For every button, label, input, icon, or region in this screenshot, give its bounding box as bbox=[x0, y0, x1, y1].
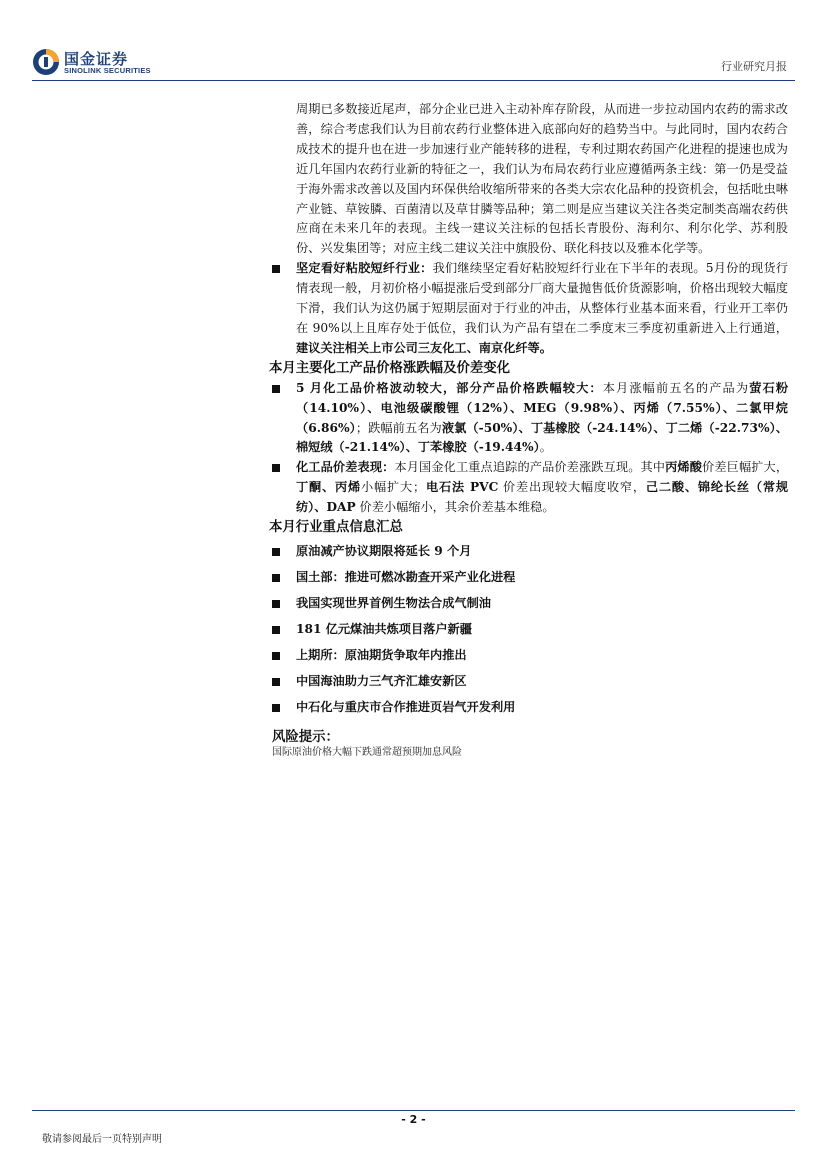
bullet-square-icon bbox=[272, 626, 280, 634]
top-gainers: 萤石粉（14.10%）、电池级碳酸锂（12%）、MEG（9.98%）、丙烯（7.55%）、二氯甲烷（6.86%） bbox=[296, 380, 789, 435]
news-item bbox=[272, 542, 788, 568]
news-item-text: 181 亿元煤油共炼项目落户新疆 bbox=[296, 621, 472, 636]
top-losers: 液氯（-50%）、丁基橡胶（-24.14%）、丁二烯（-22.73%）、棉短绒（-21.14%）、丁苯橡胶（-19.44%） bbox=[296, 420, 788, 455]
bullet-square-icon bbox=[272, 574, 280, 582]
footer-divider bbox=[32, 1110, 795, 1111]
bullet-square-icon bbox=[272, 600, 280, 608]
news-item-text: 上期所：原油期货争取年内推出 bbox=[296, 647, 467, 662]
spread-text-5: 价差小幅缩小，其余价差基本维稳。 bbox=[355, 500, 555, 515]
viscose-lead: 坚定看好粘胶短纤行业： bbox=[296, 261, 433, 276]
header-divider bbox=[32, 80, 795, 81]
spread-text-3: 小幅扩大； bbox=[360, 480, 426, 495]
spread-text-4: 价差出现较大幅度收窄， bbox=[498, 480, 646, 495]
spread-bold-1: 丙烯酸 bbox=[665, 460, 703, 475]
main-content bbox=[269, 100, 789, 760]
page-number: - 2 - bbox=[401, 1113, 426, 1126]
news-section-title: 本月行业重点信息汇总 bbox=[269, 519, 403, 536]
price-change-lead: 5 月化工品价格波动较大，部分产品价格跌幅较大： bbox=[296, 380, 603, 395]
news-item-text: 我国实现世界首例生物法合成气制油 bbox=[296, 595, 491, 610]
spread-lead: 化工品价差表现： bbox=[296, 460, 395, 475]
spread-bold-3: 电石法 PVC bbox=[425, 480, 499, 495]
price-change-text-1: 本月涨幅前五名的产品为 bbox=[602, 380, 750, 395]
spread-text-2: 价差巨幅扩大， bbox=[702, 460, 789, 475]
news-item-text: 中石化与重庆市合作推进页岩气开发利用 bbox=[296, 699, 516, 714]
viscose-bullet bbox=[272, 259, 788, 359]
spread-text-1: 本月国金化工重点追踪的产品价差涨跌互现。其中 bbox=[394, 460, 666, 475]
company-logo bbox=[32, 48, 162, 80]
bullet-square-icon bbox=[272, 265, 280, 273]
price-change-text-2: ；跌幅前五名为 bbox=[355, 420, 442, 435]
news-list bbox=[272, 542, 788, 724]
spread-bullet bbox=[272, 458, 788, 518]
bullet-square-icon bbox=[272, 464, 280, 472]
news-item bbox=[272, 646, 788, 672]
logo-chinese-text: 国金证券 bbox=[64, 50, 129, 68]
disclaimer-text: 敬请参阅最后一页特别声明 bbox=[42, 1134, 162, 1145]
price-section-title: 本月主要化工产品价格涨跌幅及价差变化 bbox=[269, 359, 511, 376]
sinolink-logo-icon bbox=[32, 48, 60, 76]
bullet-square-icon bbox=[272, 548, 280, 556]
news-item bbox=[272, 698, 788, 724]
spread-bold-2: 丁酮、丙烯 bbox=[296, 480, 361, 495]
report-type-label: 行业研究月报 bbox=[721, 60, 787, 73]
risk-title: 风险提示： bbox=[272, 728, 339, 745]
spread-bold-4: 己二酸、锦纶长丝（常规纺）、DAP bbox=[296, 480, 789, 515]
risk-text: 国际原油价格大幅下跌通常超预期加息风险 bbox=[272, 746, 462, 758]
logo-english-text: SINOLINK SECURITIES bbox=[64, 66, 151, 75]
viscose-text: 我们继续坚定看好粘胶短纤行业在下半年的表现。5月份的现货行情表现一般，月初价格小幅提涨后受到部分厂商大量抛售低价货源影响，价格出现较大幅度下滑，我们认为这仍属于短期层面对于行业的冲击，从整体行业基本面来看，行业开工率仍在 90%以上且库存处于低位，我们认为产品有望在二季度末三季度初重新进入上行通道， bbox=[296, 261, 789, 335]
viscose-recommendation: 建议关注相关上市公司三友化工、南京化纤等。 bbox=[296, 340, 552, 355]
bullet-square-icon bbox=[272, 704, 280, 712]
news-item-text: 原油减产协议期限将延长 9 个月 bbox=[296, 543, 472, 558]
news-item bbox=[272, 620, 788, 646]
news-item-text: 中国海油助力三气齐汇雄安新区 bbox=[296, 673, 467, 688]
bullet-square-icon bbox=[272, 652, 280, 660]
news-item bbox=[272, 594, 788, 620]
price-change-bullet bbox=[272, 379, 788, 459]
bullet-square-icon bbox=[272, 678, 280, 686]
news-item-text: 国土部：推进可燃冰勘查开采产业化进程 bbox=[296, 569, 516, 584]
bullet-square-icon bbox=[272, 385, 280, 393]
news-item bbox=[272, 672, 788, 698]
price-change-text-3: 。 bbox=[539, 440, 552, 455]
agrochemical-paragraph: 周期已多数接近尾声，部分企业已进入主动补库存阶段，从而进一步拉动国内农药的需求改善，综合考虑我们认为目前农药行业整体进入底部向好的趋势当中。与此同时，国内农药合成技术的提升也在进一步加速行业产能转移的进程，专利过期农药国产化进程的提速也成为近几年国内农药行业新的特征之一，我们认为布局农药行业应遵循两条主线：第一仍是受益于海外需求改善以及国内环保供给收缩所带来的各类大宗农化品种的投资机会，包括吡虫啉产业链、草铵膦、百菌清以及草甘膦等品种；第二则是应当建议关注各类定制类高端农药供应商在未来几年的表现。主线一建议关注标的包括长青股份、海利尔、利尔化学、苏利股份、兴发集团等；对应主线二建议关注中旗股份、联化科技以及雅本化学等。 bbox=[296, 102, 788, 256]
news-item bbox=[272, 568, 788, 594]
page-header bbox=[0, 0, 827, 90]
